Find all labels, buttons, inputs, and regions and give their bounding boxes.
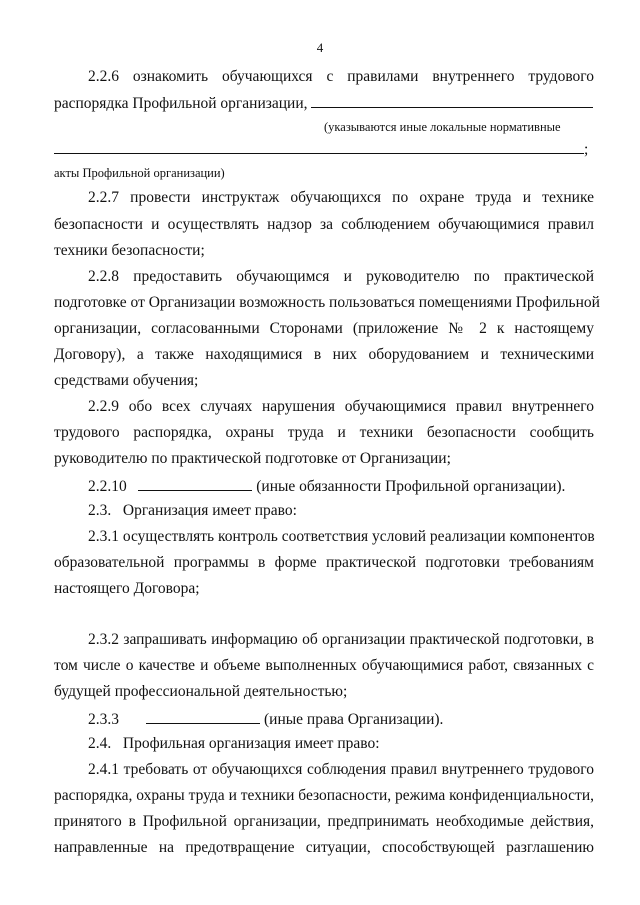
paragraph-2-2-9-line-3: руководителю по практической подготовке от Организации; (54, 450, 451, 467)
paragraph-2-2-6-line-1: 2.2.6 ознакомить обучающихся с правилами внутреннего трудового (88, 68, 594, 85)
paragraph-2-2-8-line-1: 2.2.8 предоставить обучающимся и руководителю по практической (88, 268, 594, 285)
paragraph-2-3-1-line-3: настоящего Договора; (54, 580, 200, 597)
paragraph-2-3-1-line-2: образовательной программы в форме практической подготовки требованиям (54, 554, 594, 571)
item-number: 2.3.3 (88, 711, 119, 728)
note-acts-profile-org: акты Профильной организации) (54, 166, 225, 180)
section-2-3-heading: 2.3. Организация имеет право: (88, 502, 297, 519)
paragraph-2-2-8-line-2: подготовке от Организации возможность пользоваться помещениями Профильной (54, 294, 600, 311)
paragraph-2-3-3 (88, 709, 443, 729)
paragraph-2-2-10 (88, 476, 565, 496)
semicolon: ; (584, 141, 589, 158)
blank-fill-line (311, 93, 593, 108)
paragraph-2-4-1-line-4: направленные на предотвращение ситуации, способствующей разглашению (54, 839, 594, 856)
blank-fill-line (138, 476, 252, 491)
section-2-4-heading: 2.4. Профильная организация имеет право: (88, 735, 380, 752)
paragraph-2-3-2-line-1: 2.3.2 запрашивать информацию об организации практической подготовки, в (88, 631, 594, 648)
paragraph-2-2-8-line-5: средствами обучения; (54, 372, 199, 389)
blank-line-row (54, 139, 588, 159)
paragraph-2-2-6-line-2 (54, 93, 593, 113)
blank-fill-line (146, 709, 260, 724)
paragraph-2-2-6-text: распорядка Профильной организации, (54, 95, 308, 112)
blank-fill-line (54, 139, 584, 154)
paragraph-2-2-7-line-1: 2.2.7 провести инструктаж обучающихся по охране труда и технике (88, 189, 594, 206)
paragraph-2-4-1-line-1: 2.4.1 требовать от обучающихся соблюдения правил внутреннего трудового (88, 761, 594, 778)
paragraph-2-2-8-line-4: Договору), а также находящимися в них оборудованием и техническими (54, 346, 594, 363)
item-text: (иные обязанности Профильной организации). (256, 478, 566, 495)
item-number: 2.2.10 (88, 478, 127, 495)
paragraph-2-3-1-line-1: 2.3.1 осуществлять контроль соответствия условий реализации компонентов (88, 528, 595, 545)
paragraph-2-2-8-line-3: организации, согласованными Сторонами (приложение № 2 к настоящему (54, 320, 594, 337)
paragraph-2-4-1-line-2: распорядка, охраны труда и техники безопасности, режима конфиденциальности, (54, 787, 594, 804)
paragraph-2-4-1-line-3: принятого в Профильной организации, предпринимать необходимые действия, (54, 813, 594, 830)
paragraph-2-2-9-line-1: 2.2.9 обо всех случаях нарушения обучающимися правил внутреннего (88, 398, 594, 415)
note-local-acts: (указываются иные локальные нормативные (324, 120, 561, 134)
page-number: 4 (316, 40, 324, 55)
paragraph-2-2-7-line-3: техники безопасности; (54, 242, 205, 259)
paragraph-2-3-2-line-2: том числе о качестве и объеме выполненных обучающимися работ, связанных с (54, 657, 594, 674)
paragraph-2-2-7-line-2: безопасности и осуществлять надзор за соблюдением обучающимися правил (54, 216, 594, 233)
paragraph-2-2-9-line-2: трудового распорядка, охраны труда и техники безопасности сообщить (54, 424, 594, 441)
paragraph-2-3-2-line-3: будущей профессиональной деятельностью; (54, 683, 348, 700)
item-text: (иные права Организации). (264, 711, 444, 728)
